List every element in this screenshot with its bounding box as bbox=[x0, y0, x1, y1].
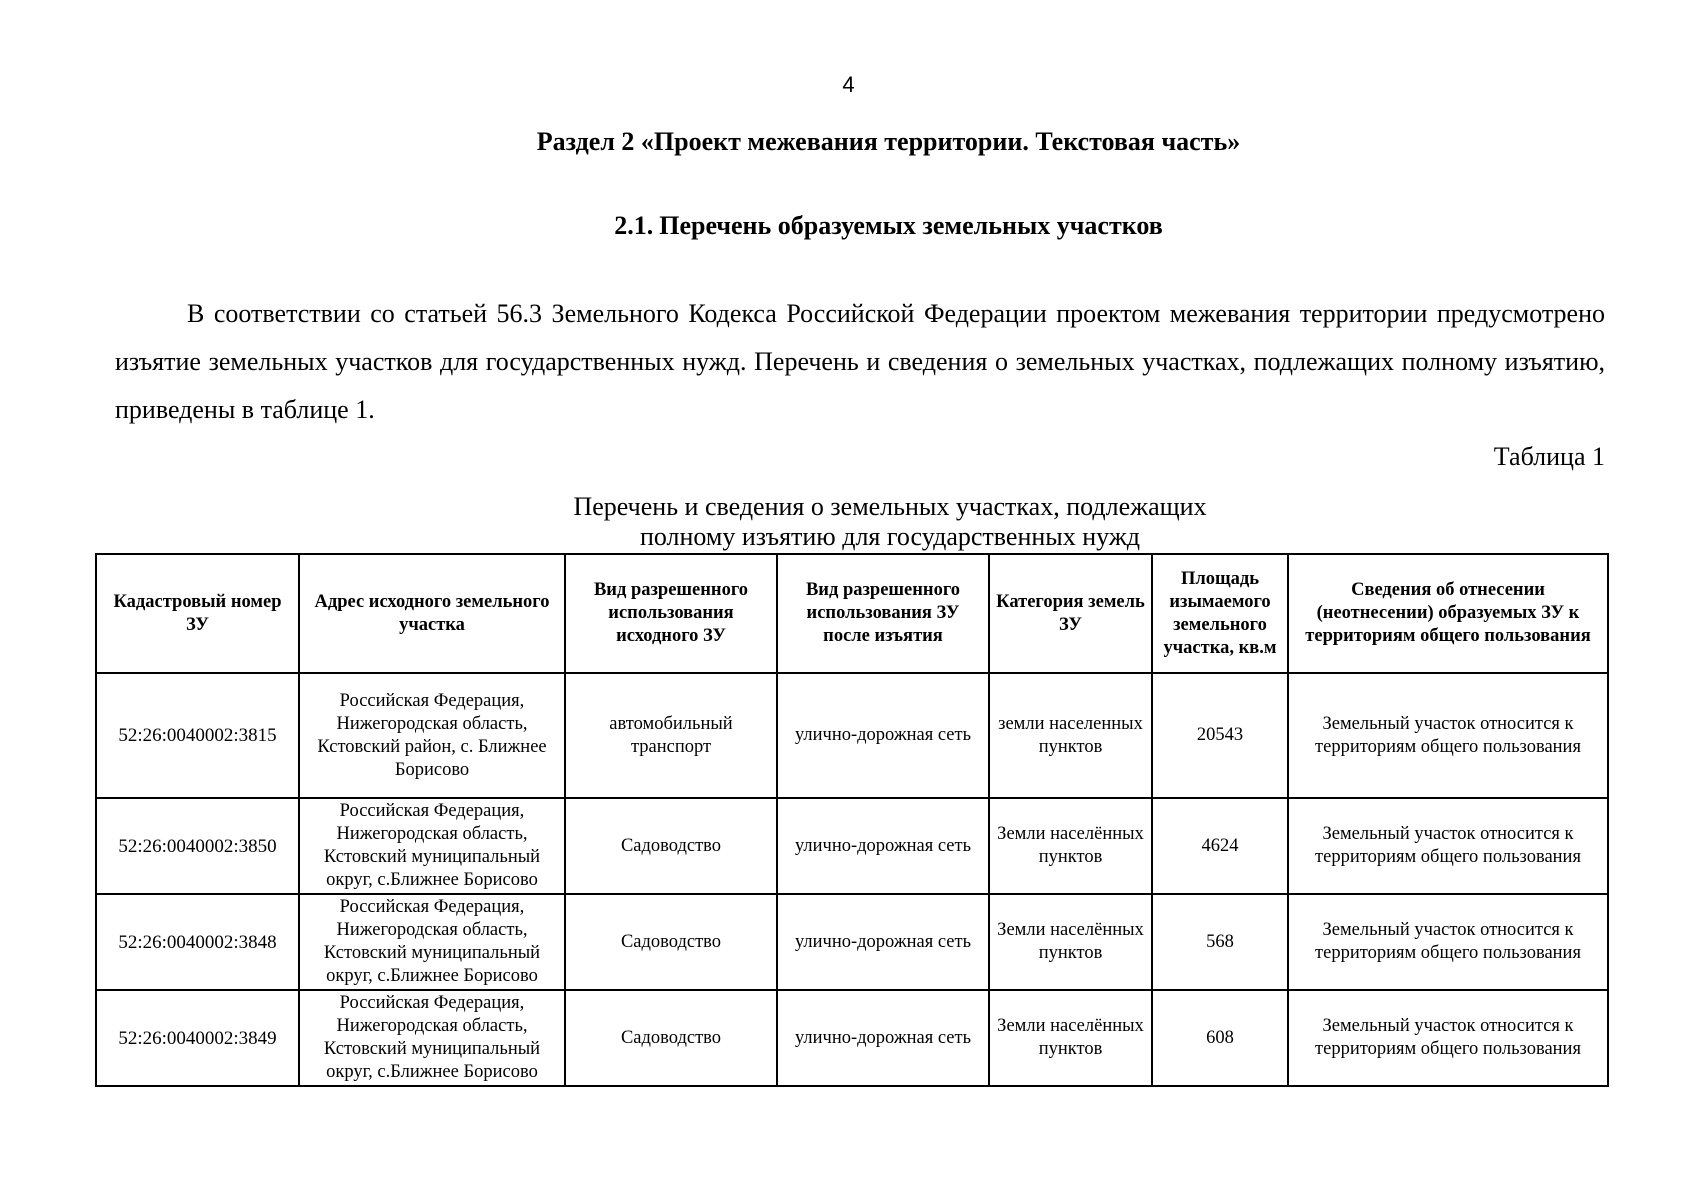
cell-area: 568 bbox=[1152, 894, 1288, 990]
cell-cadastral: 52:26:0040002:3848 bbox=[96, 894, 299, 990]
cell-area: 20543 bbox=[1152, 673, 1288, 798]
header-public-status: Сведения об отнесении (неотнесении) образуемых ЗУ к территориям общего пользования bbox=[1288, 554, 1608, 673]
table-row bbox=[96, 894, 1608, 990]
table-row bbox=[96, 673, 1608, 798]
cell-use-before: Садоводство bbox=[565, 894, 777, 990]
subsection-heading: Перечень образуемых земельных участков bbox=[659, 211, 1163, 240]
section-title: Раздел 2 «Проект межевания территории. Текстовая часть» bbox=[536, 127, 1241, 156]
cell-use-after: улично-дорожная сеть bbox=[777, 798, 989, 894]
cell-public-status: Земельный участок относится к территориям общего пользования bbox=[1288, 990, 1608, 1086]
page-number: 4 bbox=[842, 72, 855, 97]
cell-area: 4624 bbox=[1152, 798, 1288, 894]
table-row bbox=[96, 798, 1608, 894]
cell-public-status: Земельный участок относится к территориям общего пользования bbox=[1288, 894, 1608, 990]
cell-area: 608 bbox=[1152, 990, 1288, 1086]
cell-public-status: Земельный участок относится к территориям общего пользования bbox=[1288, 673, 1608, 798]
cell-category: Земли населённых пунктов bbox=[989, 990, 1152, 1086]
cell-public-status: Земельный участок относится к территориям общего пользования bbox=[1288, 798, 1608, 894]
cell-use-before: Садоводство bbox=[565, 990, 777, 1086]
header-use-before: Вид разрешенного использования исходного ЗУ bbox=[565, 554, 777, 673]
table-header-row bbox=[96, 554, 1608, 673]
cell-category: земли населенных пунктов bbox=[989, 673, 1152, 798]
header-category: Категория земель ЗУ bbox=[989, 554, 1152, 673]
cell-address: Российская Федерация, Нижегородская область, Кстовский район, с. Ближнее Борисово bbox=[299, 673, 565, 798]
cell-use-after: улично-дорожная сеть bbox=[777, 990, 989, 1086]
cell-use-after: улично-дорожная сеть bbox=[777, 894, 989, 990]
cell-address: Российская Федерация, Нижегородская область, Кстовский муниципальный округ, с.Ближнее Борисово bbox=[299, 894, 565, 990]
table-label: Таблица 1 bbox=[1493, 442, 1605, 471]
cell-use-before: Садоводство bbox=[565, 798, 777, 894]
land-plots-table bbox=[95, 553, 1609, 1087]
header-area: Площадь изымаемого земельного участка, кв.м bbox=[1152, 554, 1288, 673]
header-address: Адрес исходного земельного участка bbox=[299, 554, 565, 673]
cell-use-after: улично-дорожная сеть bbox=[777, 673, 989, 798]
cell-use-before: автомобильный транспорт bbox=[565, 673, 777, 798]
cell-category: Земли населённых пунктов bbox=[989, 894, 1152, 990]
cell-address: Российская Федерация, Нижегородская область, Кстовский муниципальный округ, с.Ближнее Борисово bbox=[299, 990, 565, 1086]
subsection-number: 2.1. bbox=[614, 211, 654, 240]
header-use-after: Вид разрешенного использования ЗУ после изъятия bbox=[777, 554, 989, 673]
subsection-title bbox=[0, 211, 1697, 241]
cell-cadastral: 52:26:0040002:3850 bbox=[96, 798, 299, 894]
header-cadastral: Кадастровый номер ЗУ bbox=[96, 554, 299, 673]
cell-cadastral: 52:26:0040002:3815 bbox=[96, 673, 299, 798]
table-row bbox=[96, 990, 1608, 1086]
cell-address: Российская Федерация, Нижегородская область, Кстовский муниципальный округ, с.Ближнее Борисово bbox=[299, 798, 565, 894]
table-caption: Перечень и сведения о земельных участках, подлежащих полному изъятию для государственных нужд bbox=[573, 492, 1207, 551]
cell-category: Земли населённых пунктов bbox=[989, 798, 1152, 894]
cell-cadastral: 52:26:0040002:3849 bbox=[96, 990, 299, 1086]
intro-paragraph: В соответствии со статьей 56.3 Земельного Кодекса Российской Федерации проектом межевания территории предусмотрено изъятие земельных участков для государственных нужд. Перечень и сведения о земельных участках, подлежащих полному изъятию, приведены в таблице 1. bbox=[115, 299, 1605, 424]
